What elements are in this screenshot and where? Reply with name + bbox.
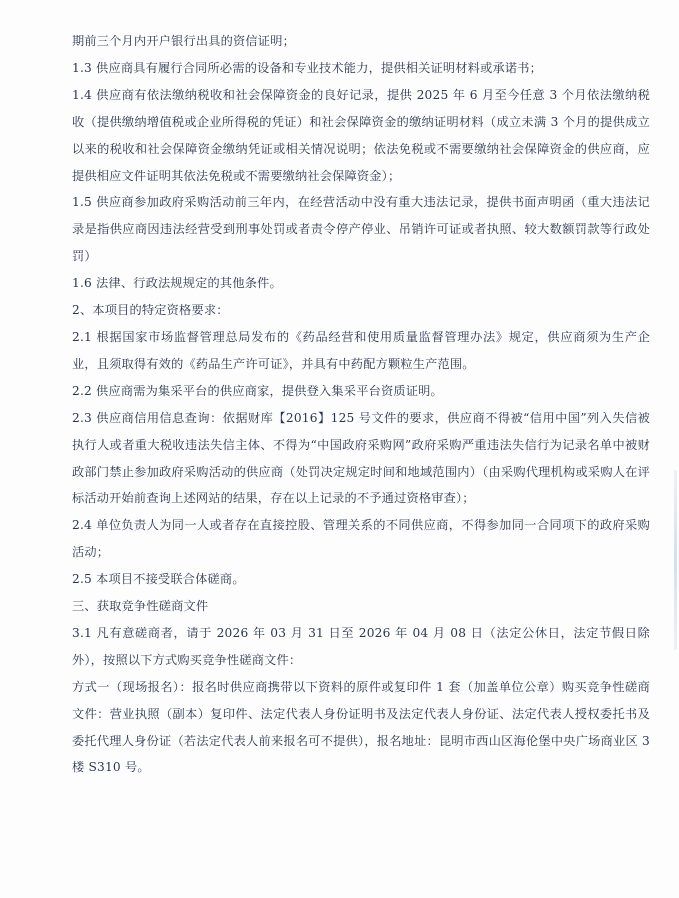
paragraph-2-5-no-consortium: 2.5 本项目不接受联合体磋商。 xyxy=(72,572,245,587)
paragraph-2-2-platform: 2.2 供应商需为集采平台的供应商家，提供登入集采平台资质证明。 xyxy=(72,383,443,398)
document-body xyxy=(72,28,650,781)
paragraph-1-4-tax-records: 1.4 供应商有依法缴纳税收和社会保障资金的良好记录，提供 2025 年 6 月至今任意 3 个月依法缴纳税收（提供缴纳增值税或企业所得税的凭证）和社会保障资金的缴纳证明材料（成立未满 3 个月的提供成立以来的税收和社会保障资金缴纳凭证或相关情况说明；依法免税或不需要缴纳社会保障资金的供应商，应提供相应文件证明其依法免税或不需要缴纳社会保障资金）； xyxy=(72,87,650,183)
paragraph-1-3-equipment: 1.3 供应商具有履行合同所必需的设备和专业技术能力，提供相关证明材料或承诺书； xyxy=(72,60,543,75)
heading-obtain-documents: 三、获取竞争性磋商文件 xyxy=(72,599,209,614)
paragraph-onsite-registration: 方式一（现场报名）：报名时供应商携带以下资料的原件或复印件 1 套（加盖单位公章）购买竞争性磋商文件：营业执照（副本）复印件、法定代表人身份证明书及法定代表人身份证、法定代表人授权委托书及委托代理人身份证（若法定代表人前来报名可不提供），报名地址：昆明市西山区海伦堡中央广场商业区 3 楼 S310 号。 xyxy=(72,679,650,775)
paragraph-1-6-other-conditions: 1.6 法律、行政法规规定的其他条件。 xyxy=(72,276,282,291)
paragraph-bank-credit-proof: 期前三个月内开户银行出具的资信证明； xyxy=(72,34,295,48)
scan-edge-mark xyxy=(674,470,677,650)
paragraph-2-4-related-parties: 2.4 单位负责人为同一人或者存在直接控股、管理关系的不同供应商，不得参加同一合同项下的政府采购活动； xyxy=(72,518,650,560)
paragraph-3-1-purchase-period: 3.1 凡有意磋商者，请于 2026 年 03 月 31 日至 2026 年 04 月 08 日（法定公休日，法定节假日除外），按照以下方式购买竞争性磋商文件： xyxy=(72,625,650,667)
paragraph-2-3-credit-check: 2.3 供应商信用信息查询：依据财库【2016】125 号文件的要求，供应商不得被“信用中国”列入失信被执行人或者重大税收违法失信主体、不得为“中国政府采购网”政府采购严重违法失信行为记录名单中被财政部门禁止参加政府采购活动的供应商（处罚决定规定时间和地域范围内）（由采购代理机构或采购人在评标活动开始前查询上述网站的结果，存在以上记录的不予通过资格审查）； xyxy=(72,410,650,506)
heading-specific-requirements: 2、本项目的特定资格要求： xyxy=(72,303,229,318)
paragraph-2-1-drug-license: 2.1 根据国家市场监督管理总局发布的《药品经营和使用质量监督管理办法》规定，供应商须为生产企业，且须取得有效的《药品生产许可证》，并具有中药配方颗粒生产范围。 xyxy=(72,329,650,371)
paragraph-1-5-no-violations: 1.5 供应商参加政府采购活动前三年内，在经营活动中没有重大违法记录，提供书面声明函（重大违法记录是指供应商因违法经营受到刑事处罚或者责令停产停业、吊销许可证或者执照、较大数额罚款等行政处罚） xyxy=(72,195,650,264)
